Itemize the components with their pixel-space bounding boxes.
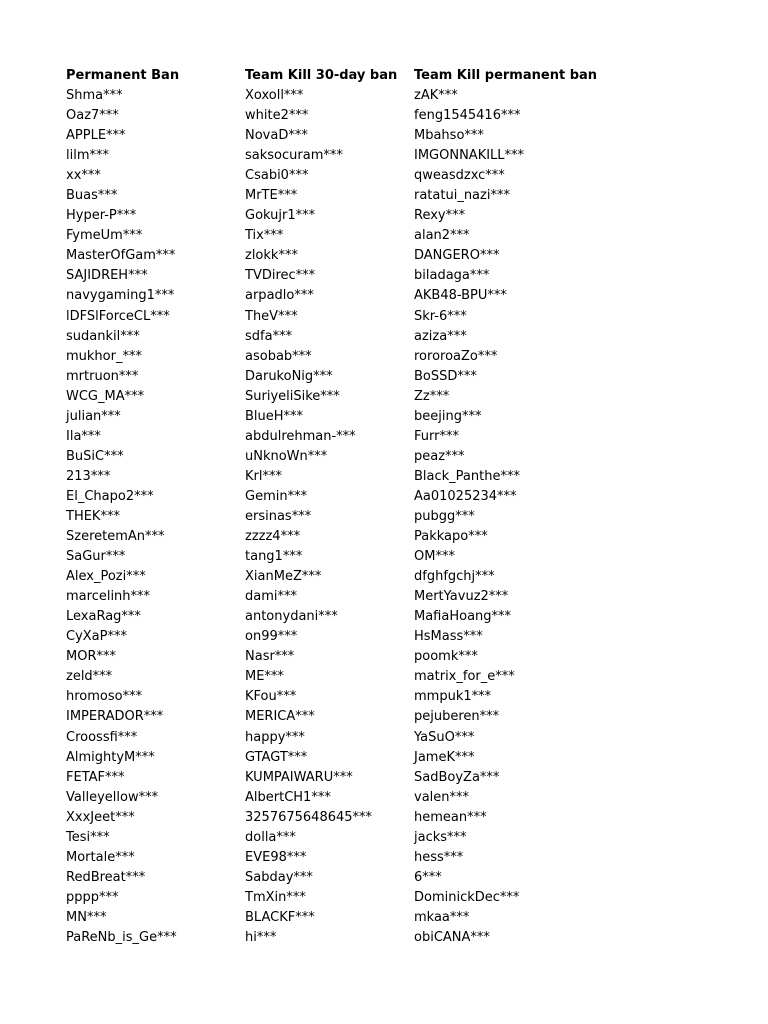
player-name: hromoso*** [66, 689, 143, 705]
player-name: Valleyellow*** [66, 789, 159, 805]
player-name: sdfa*** [245, 328, 293, 344]
player-name: valen*** [414, 789, 470, 805]
player-name: peaz*** [414, 448, 465, 464]
player-name: Furr*** [414, 428, 459, 444]
player-name: BlueH*** [245, 408, 304, 424]
player-list [245, 86, 405, 948]
player-name: YaSuO*** [414, 729, 475, 745]
player-name: pppp*** [66, 889, 119, 905]
player-name: DarukoNig*** [245, 368, 333, 384]
player-name: Zz*** [414, 388, 450, 404]
player-name: THEK*** [66, 508, 120, 524]
player-name: obiCANA*** [414, 929, 490, 945]
player-name: on99*** [245, 629, 298, 645]
column-heading: Team Kill permanent ban [414, 68, 598, 83]
player-name: CyXaP*** [66, 629, 127, 645]
column-team-kill-30-day-ban [245, 66, 405, 948]
player-name: XianMeZ*** [245, 569, 322, 585]
player-name: mukhor_*** [66, 348, 142, 364]
player-name: Nasr*** [245, 649, 295, 665]
player-name: MafiaHoang*** [414, 609, 512, 625]
player-name: qweasdzxc*** [414, 168, 505, 184]
player-name: 213*** [66, 468, 111, 484]
player-name: Alex_Pozi*** [66, 569, 146, 585]
player-list [414, 86, 614, 948]
player-name: KUMPAIWARU*** [245, 769, 353, 785]
player-name: dami*** [245, 589, 297, 605]
player-name: tang1*** [245, 549, 303, 565]
player-name: ratatui_nazi*** [414, 188, 510, 204]
player-name: matrix_for_e*** [414, 669, 515, 685]
player-name: lDFSlForceCL*** [66, 308, 170, 324]
player-name: DANGERO*** [414, 248, 500, 264]
player-name: zzzz4*** [245, 529, 301, 545]
player-name: BLACKF*** [245, 909, 315, 925]
player-name: marcelinh*** [66, 589, 151, 605]
player-name: ME*** [245, 669, 284, 685]
player-name: SadBoyZa*** [414, 769, 500, 785]
player-name: SzeretemAn*** [66, 529, 165, 545]
player-name: DominickDec*** [414, 889, 520, 905]
player-name: julian*** [66, 408, 121, 424]
player-name: zeld*** [66, 669, 113, 685]
player-name: MN*** [66, 909, 107, 925]
player-name: dolla*** [245, 829, 296, 845]
player-name: FETAF*** [66, 769, 125, 785]
player-name: sudankil*** [66, 328, 140, 344]
player-name: XxxJeet*** [66, 809, 135, 825]
player-name: EVE98*** [245, 849, 307, 865]
player-name: Pakkapo*** [414, 529, 488, 545]
column-permanent-ban [66, 66, 236, 948]
player-name: pejuberen*** [414, 709, 500, 725]
player-name: Aa01025234*** [414, 488, 517, 504]
player-name: HsMass*** [414, 629, 483, 645]
player-name: ersinas*** [245, 508, 312, 524]
player-name: Tix*** [245, 228, 284, 244]
player-name: abdulrehman-*** [245, 428, 356, 444]
player-name: Shma*** [66, 88, 123, 103]
player-name: Ila*** [66, 428, 101, 444]
player-name: Tesi*** [66, 829, 110, 845]
player-name: dfghfgchj*** [414, 569, 495, 585]
player-name: beejing*** [414, 408, 482, 424]
player-name: NovaD*** [245, 128, 308, 144]
player-name: TVDirec*** [245, 268, 316, 284]
player-name: KFou*** [245, 689, 297, 705]
player-name: white2*** [245, 108, 309, 124]
player-name: feng1545416*** [414, 108, 521, 124]
player-name: MasterOfGam*** [66, 248, 176, 264]
player-name: 6*** [414, 869, 442, 885]
player-list [66, 86, 236, 948]
player-name: hemean*** [414, 809, 487, 825]
player-name: Black_Panthe*** [414, 468, 520, 484]
player-name: Xoxoll*** [245, 88, 304, 103]
column-team-kill-permanent-ban [414, 66, 614, 948]
player-name: Hyper-P*** [66, 208, 137, 224]
player-name: Gokujr1*** [245, 208, 316, 224]
player-name: IMGONNAKILL*** [414, 148, 525, 164]
player-name: Mortale*** [66, 849, 135, 865]
player-name: SAJIDREH*** [66, 268, 148, 284]
player-name: Csabi0*** [245, 168, 309, 184]
player-name: APPLE*** [66, 128, 126, 144]
player-name: GTAGT*** [245, 749, 308, 765]
player-name: hi*** [245, 929, 277, 945]
player-name: LexaRag*** [66, 609, 141, 625]
player-name: Sabday*** [245, 869, 313, 885]
player-name: mrtruon*** [66, 368, 139, 384]
player-name: poomk*** [414, 649, 478, 665]
player-name: Gemin*** [245, 488, 308, 504]
player-name: JameK*** [414, 749, 475, 765]
player-name: biladaga*** [414, 268, 490, 284]
player-name: SaGur*** [66, 549, 126, 565]
player-name: MrTE*** [245, 188, 298, 204]
player-name: jacks*** [414, 829, 467, 845]
player-name: navygaming1*** [66, 288, 175, 304]
player-name: El_Chapo2*** [66, 488, 154, 504]
player-name: BuSiC*** [66, 448, 124, 464]
player-name: RedBreat*** [66, 869, 146, 885]
player-name: TmXin*** [245, 889, 306, 905]
player-name: antonydani*** [245, 609, 338, 625]
player-name: Buas*** [66, 188, 118, 204]
player-name: MOR*** [66, 649, 116, 665]
player-name: PaReNb_is_Ge*** [66, 929, 177, 945]
player-name: Rexy*** [414, 208, 466, 224]
player-name: asobab*** [245, 348, 312, 364]
player-name: Croossfi*** [66, 729, 138, 745]
player-name: BoSSD*** [414, 368, 477, 384]
player-name: mmpuk1*** [414, 689, 492, 705]
player-name: happy*** [245, 729, 305, 745]
player-name: TheV*** [245, 308, 298, 324]
player-name: Skr-6*** [414, 308, 467, 324]
player-name: FymeUm*** [66, 228, 143, 244]
player-name: AKB48-BPU*** [414, 288, 507, 304]
player-name: 3257675648645*** [245, 809, 373, 825]
player-name: OM*** [414, 549, 455, 565]
column-heading: Permanent Ban [66, 68, 180, 83]
player-name: uNknoWn*** [245, 448, 328, 464]
player-name: pubgg*** [414, 508, 475, 524]
player-name: zAK*** [414, 88, 458, 103]
player-name: IMPERADOR*** [66, 709, 164, 725]
player-name: alan2*** [414, 228, 470, 244]
player-name: aziza*** [414, 328, 467, 344]
player-name: mkaa*** [414, 909, 470, 925]
player-name: AlmightyM*** [66, 749, 155, 765]
player-name: Krl*** [245, 468, 282, 484]
player-name: arpadlo*** [245, 288, 314, 304]
player-name: hess*** [414, 849, 464, 865]
player-name: saksocuram*** [245, 148, 343, 164]
column-heading: Team Kill 30-day ban [245, 68, 398, 83]
player-name: rororoaZo*** [414, 348, 498, 364]
player-name: WCG_MA*** [66, 388, 145, 404]
player-name: AlbertCH1*** [245, 789, 331, 805]
player-name: MERICA*** [245, 709, 315, 725]
player-name: lilm*** [66, 148, 109, 164]
player-name: zlokk*** [245, 248, 298, 264]
player-name: Oaz7*** [66, 108, 119, 124]
player-name: Mbahso*** [414, 128, 484, 144]
player-name: xx*** [66, 168, 101, 184]
player-name: MertYavuz2*** [414, 589, 509, 605]
player-name: SuriyeliSike*** [245, 388, 340, 404]
